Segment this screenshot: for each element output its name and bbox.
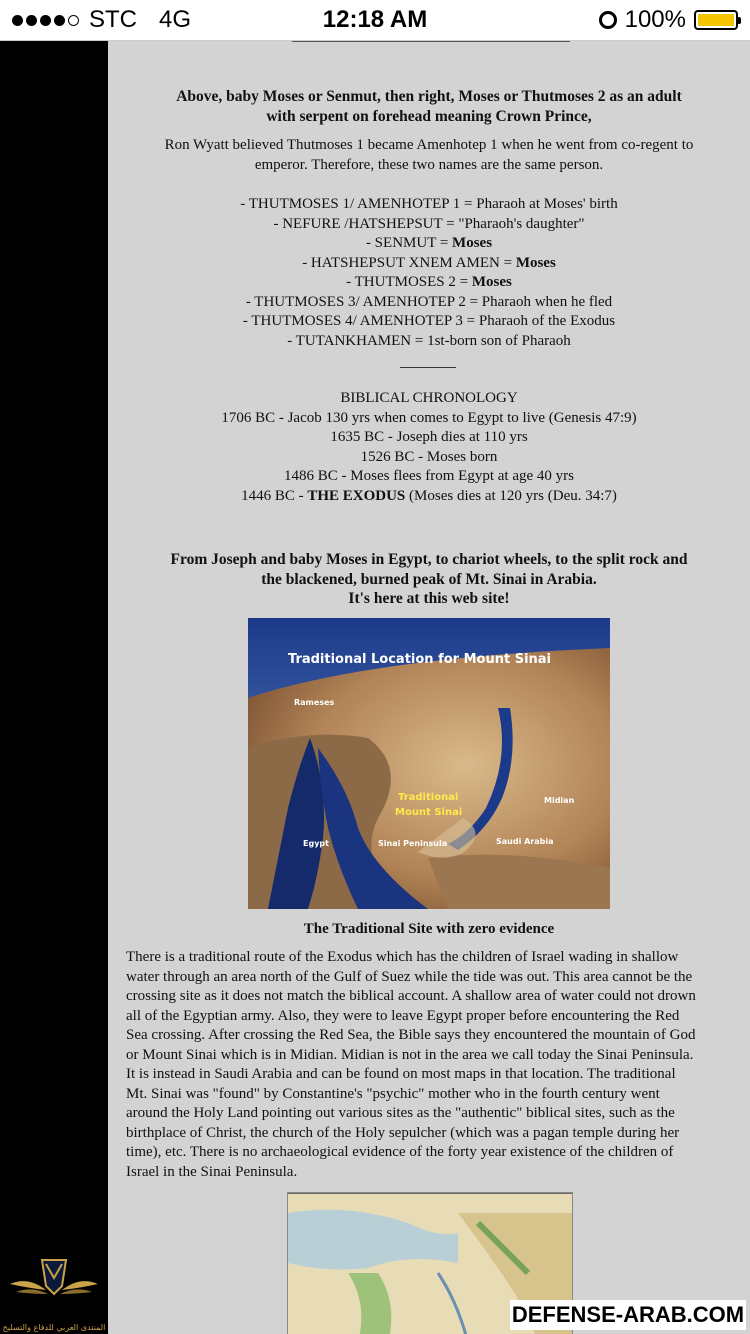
network-label: 4G <box>159 6 192 33</box>
forum-logo-icon <box>6 1250 102 1330</box>
chronology-item: 1486 BC - Moses flees from Egypt at age 40 yrs <box>284 468 574 484</box>
chronology-item: 1706 BC - Jacob 130 yrs when comes to Egypt to live (Genesis 47:9) <box>221 409 637 426</box>
body-line: or Mount Sinai which is in Midian. Midian is not in the area we call today the Sinai Peninsula. <box>126 1046 694 1063</box>
heading1-line: Above, baby Moses or Senmut, then right, Moses or Thutmoses 2 as an adult <box>176 88 682 105</box>
body-line: It is instead in Saudi Arabia and can be found on most maps in that location. The traditional <box>126 1066 676 1082</box>
status-right <box>599 6 738 34</box>
chronology-title: BIBLICAL CHRONOLOGY <box>340 390 518 406</box>
status-bar <box>0 0 750 41</box>
chronology-item: 1446 BC - THE EXODUS (Moses dies at 120 yrs (Deu. 34:7) <box>241 487 617 504</box>
image-caption: The Traditional Site with zero evidence <box>303 921 555 937</box>
list-item: - THUTMOSES 2 = Moses <box>346 274 512 290</box>
body-line: crossing site as it does not match the biblical account. A shallow area of water could not drown <box>126 988 696 1004</box>
battery-percent: 100% <box>624 6 686 33</box>
list-item: - THUTMOSES 3/ AMENHOTEP 2 = Pharaoh when he fled <box>245 293 613 310</box>
article-content <box>108 41 750 1334</box>
label-midian: Midian <box>544 796 575 805</box>
sinai-image-title: Traditional Location for Mount Sinai <box>288 652 552 667</box>
label-rameses: Rameses <box>294 698 335 707</box>
heading1-line: with serpent on forehead meaning Crown Prince, <box>266 107 592 125</box>
body-line: around the Holy Land pointing out various sites as the "authentic" biblical sites, such as the <box>126 1105 675 1121</box>
intro-paragraph <box>108 136 750 175</box>
heading2-line: From Joseph and baby Moses in Egypt, to chariot wheels, to the split rock and <box>170 551 688 568</box>
body-line: all of the Egyptian army. Also, they were to leave Egypt proper before encountering the Red <box>126 1007 680 1024</box>
body-line: Sea crossing. After crossing the Red Sea, the Bible says they encountered the mountain of God <box>126 1027 696 1043</box>
list-item: - NEFURE /HATSHEPSUT = "Pharaoh's daughter" <box>273 215 585 232</box>
list-item: - HATSHEPSUT XNEM AMEN = Moses <box>302 254 556 271</box>
pharaoh-list <box>108 195 750 351</box>
battery-icon <box>694 10 738 30</box>
heading2-line: It's here at this web site! <box>348 590 510 607</box>
body-line: water through an area north of the Gulf of Suez while the tide was out. This area cannot be the <box>126 968 693 985</box>
list-item: - TUTANKHAMEN = 1st-born son of Pharaoh <box>287 332 571 349</box>
body-line: Mt. Sinai was "found" by Constantine's "psychic" mother who in the fourth century went <box>126 1085 660 1102</box>
biblical-chronology <box>108 389 750 506</box>
body-line: birthplace of Christ, the church of the Holy sepulcher (which was a pagan temple during her <box>126 1124 680 1141</box>
body-line: There is a traditional route of the Exodus which has the children of Israel wading in shallow <box>126 949 679 965</box>
status-time: 12:18 AM <box>322 6 428 33</box>
heading2-line: the blackened, burned peak of Mt. Sinai in Arabia. <box>261 570 597 588</box>
section-separator <box>400 367 456 368</box>
intro-line: Ron Wyatt believed Thutmoses 1 became Amenhotep 1 when he went from co-regent to <box>164 137 694 153</box>
body-line: Israel in the Sinai Peninsula. <box>126 1163 298 1180</box>
label-traditional: Traditional <box>398 792 459 803</box>
body-line: time), etc. There is no archaeological evidence of the forty year existence of the children of <box>126 1144 674 1160</box>
forum-logo-text: المنتدى العربي للدفاع والتسليح <box>2 1323 106 1332</box>
label-sinai-peninsula: Sinai Peninsula <box>378 839 448 848</box>
alarm-clock-icon <box>599 11 617 29</box>
body-paragraph <box>126 948 736 1182</box>
intro-line: emperor. Therefore, these two names are the same person. <box>254 156 604 173</box>
heading-moses-thutmoses <box>108 87 750 126</box>
list-item: - THUTMOSES 1/ AMENHOTEP 1 = Pharaoh at Moses' birth <box>240 196 618 212</box>
top-divider <box>292 41 570 42</box>
list-item: - THUTMOSES 4/ AMENHOTEP 3 = Pharaoh of the Exodus <box>242 313 616 329</box>
label-egypt: Egypt <box>303 839 329 848</box>
sinai-satellite-image <box>248 618 610 909</box>
chronology-item: 1526 BC - Moses born <box>360 448 498 465</box>
carrier-label: STC <box>89 6 137 33</box>
left-sidebar <box>0 41 108 1334</box>
label-mount-sinai: Mount Sinai <box>395 807 463 818</box>
chronology-item: 1635 BC - Joseph dies at 110 yrs <box>330 429 528 445</box>
heading-website-promo <box>108 550 750 609</box>
list-item: - SENMUT = Moses <box>365 235 493 251</box>
site-watermark: DEFENSE-ARAB.COM <box>510 1300 746 1330</box>
label-saudi-arabia: Saudi Arabia <box>496 837 554 846</box>
